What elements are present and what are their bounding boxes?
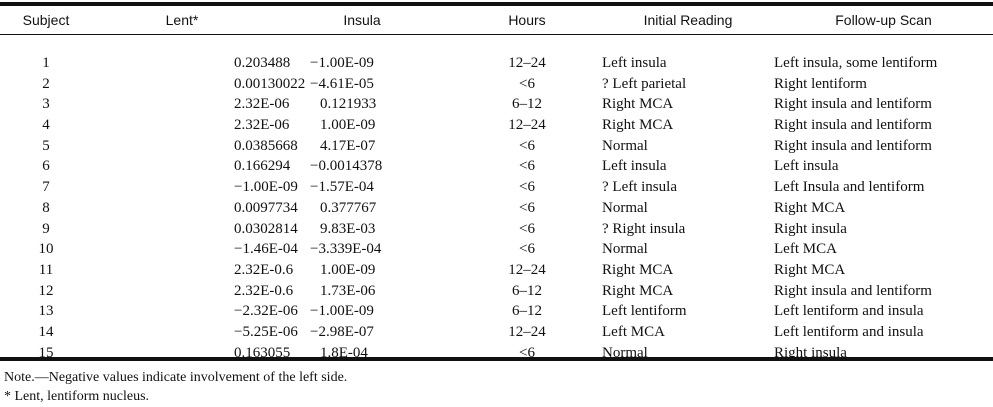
cell-subject: 8 [42, 199, 50, 216]
cell-lent: −2.32E-06 [234, 303, 298, 320]
cell-lent: −1.46E-04 [234, 241, 298, 258]
cell-hours: <6 [519, 220, 535, 237]
cell-hours: 12–24 [508, 55, 546, 72]
cell-lent: 0.0097734 [234, 199, 298, 216]
cell-subject: 10 [38, 241, 54, 258]
cell-insula: −4.61E-05 [310, 75, 374, 92]
cell-insula: −0.0014378 [310, 158, 383, 175]
cell-hours: 12–24 [508, 261, 546, 278]
cell-initial-reading: Right MCA [602, 261, 674, 278]
table-row [0, 177, 993, 198]
table-row [0, 135, 993, 156]
cell-follow-up-scan: Right lentiform [774, 75, 867, 92]
cell-subject: 1 [42, 55, 50, 72]
table-row [0, 342, 993, 363]
cell-insula: −2.98E-07 [310, 323, 374, 340]
header-insula: Insula [343, 12, 381, 28]
cell-hours: 12–24 [508, 117, 546, 134]
cell-initial-reading: Normal [602, 137, 648, 154]
cell-lent: 0.203488 [234, 55, 291, 72]
cell-subject: 13 [38, 303, 54, 320]
note-lent-abbreviation: * Lent, lentiform nucleus. [4, 389, 150, 404]
cell-hours: <6 [519, 344, 535, 361]
cell-follow-up-scan: Left insula [774, 158, 839, 175]
cell-follow-up-scan: Right MCA [774, 199, 846, 216]
cell-follow-up-scan: Right insula [774, 344, 847, 361]
table-row [0, 260, 993, 281]
table-row [0, 198, 993, 219]
cell-follow-up-scan: Left MCA [774, 241, 837, 258]
cell-initial-reading: Normal [602, 344, 648, 361]
cell-hours: <6 [519, 158, 535, 175]
cell-subject: 6 [42, 158, 50, 175]
cell-subject: 3 [42, 96, 50, 113]
cell-hours: <6 [519, 75, 535, 92]
cell-hours: 12–24 [508, 323, 546, 340]
cell-initial-reading: Normal [602, 241, 648, 258]
cell-lent: 2.32E-06 [234, 117, 290, 134]
cell-initial-reading: ? Left insula [602, 179, 677, 196]
cell-lent: −5.25E-06 [234, 323, 298, 340]
cell-insula: 1.73E-06 [320, 282, 376, 299]
cell-lent: 2.32E-06 [234, 96, 290, 113]
table-row [0, 280, 993, 301]
table-notes [4, 368, 347, 406]
cell-follow-up-scan: Left lentiform and insula [774, 303, 924, 320]
table-row [0, 156, 993, 177]
cell-lent: 0.0385668 [234, 137, 298, 154]
cell-insula: 4.17E-07 [320, 137, 376, 154]
table-row [0, 322, 993, 343]
table-row [0, 94, 993, 115]
note-negative-values: Note.—Negative values indicate involvement of the left side. [4, 370, 348, 385]
cell-follow-up-scan: Right MCA [774, 261, 846, 278]
cell-subject: 9 [42, 220, 50, 237]
cell-insula: 1.00E-09 [320, 117, 376, 134]
cell-insula: 0.377767 [320, 199, 377, 216]
cell-initial-reading: Left insula [602, 158, 667, 175]
cell-initial-reading: ? Left parietal [602, 75, 687, 92]
header-lent: Lent* [165, 12, 199, 28]
cell-subject: 5 [42, 137, 50, 154]
cell-lent: 0.0302814 [234, 220, 298, 237]
cell-subject: 4 [42, 117, 50, 134]
table-row [0, 115, 993, 136]
cell-follow-up-scan: Left insula, some lentiform [774, 55, 938, 72]
table-row [0, 53, 993, 74]
cell-lent: −1.00E-09 [234, 179, 298, 196]
cell-initial-reading: Normal [602, 199, 648, 216]
header-initial-reading: Initial Reading [643, 12, 733, 28]
table-header-row [0, 8, 993, 32]
cell-hours: 6–12 [512, 303, 542, 320]
cell-insula: −1.57E-04 [310, 179, 374, 196]
results-table [0, 8, 993, 363]
cell-lent: 0.166294 [234, 158, 291, 175]
cell-insula: 0.121933 [320, 96, 377, 113]
cell-insula: 1.00E-09 [320, 261, 376, 278]
cell-initial-reading: Left MCA [602, 323, 665, 340]
cell-subject: 15 [38, 344, 54, 361]
cell-hours: 6–12 [512, 282, 542, 299]
cell-lent: 2.32E-0.6 [234, 261, 294, 278]
cell-initial-reading: Right MCA [602, 117, 674, 134]
cell-insula: −3.339E-04 [310, 241, 382, 258]
table-row [0, 73, 993, 94]
header-follow-up-scan: Follow-up Scan [835, 12, 932, 28]
cell-hours: 6–12 [512, 96, 542, 113]
table-row [0, 239, 993, 260]
cell-follow-up-scan: Right insula and lentiform [774, 117, 932, 134]
cell-follow-up-scan: Left lentiform and insula [774, 323, 924, 340]
cell-follow-up-scan: Right insula and lentiform [774, 96, 932, 113]
table-row [0, 218, 993, 239]
cell-initial-reading: ? Right insula [602, 220, 686, 237]
cell-insula: −1.00E-09 [310, 55, 374, 72]
cell-subject: 14 [38, 323, 54, 340]
cell-insula: 1.8E-04 [320, 344, 368, 361]
cell-subject: 7 [42, 179, 50, 196]
table-row [0, 301, 993, 322]
header-hours: Hours [508, 12, 546, 28]
table-body [0, 53, 993, 363]
cell-initial-reading: Left insula [602, 55, 667, 72]
cell-lent: 0.00130022 [234, 75, 306, 92]
cell-hours: <6 [519, 199, 535, 216]
cell-follow-up-scan: Right insula [774, 220, 847, 237]
cell-subject: 2 [42, 75, 50, 92]
table-top-rule [0, 2, 993, 6]
cell-initial-reading: Right MCA [602, 282, 674, 299]
cell-follow-up-scan: Right insula and lentiform [774, 137, 932, 154]
cell-subject: 12 [38, 282, 54, 299]
cell-lent: 2.32E-0.6 [234, 282, 294, 299]
cell-hours: <6 [519, 241, 535, 258]
cell-insula: 9.83E-03 [320, 220, 376, 237]
cell-follow-up-scan: Right insula and lentiform [774, 282, 932, 299]
cell-lent: 0.163055 [234, 344, 291, 361]
cell-initial-reading: Right MCA [602, 96, 674, 113]
cell-insula: −1.00E-09 [310, 303, 374, 320]
cell-follow-up-scan: Left Insula and lentiform [774, 179, 925, 196]
cell-initial-reading: Left lentiform [602, 303, 687, 320]
header-subject: Subject [22, 12, 70, 28]
cell-subject: 11 [38, 261, 54, 278]
cell-hours: <6 [519, 179, 535, 196]
cell-hours: <6 [519, 137, 535, 154]
